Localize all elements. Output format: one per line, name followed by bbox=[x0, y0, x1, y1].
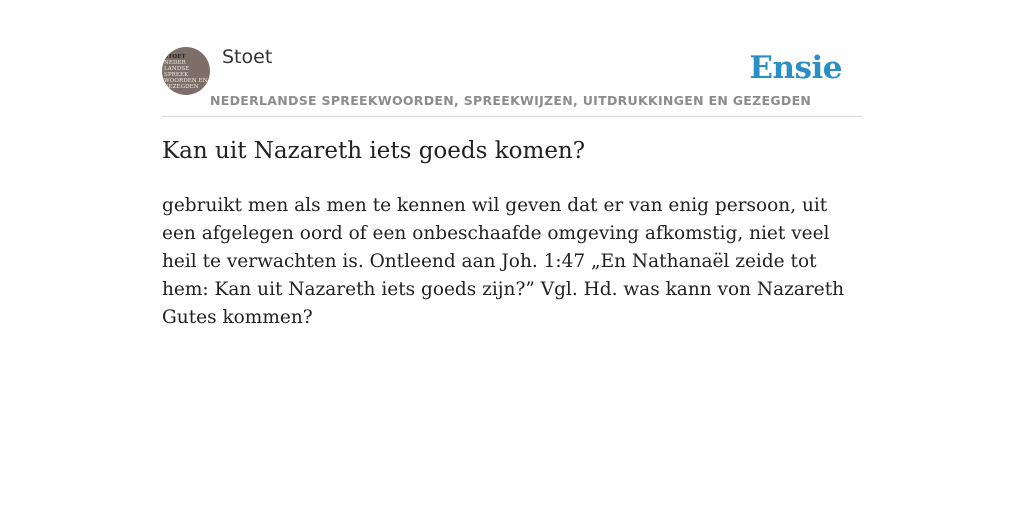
source-subtitle: NEDERLANDSE SPREEKWOORDEN, SPREEKWIJZEN, UITDRUKKINGEN EN GEZEGDEN bbox=[210, 93, 812, 108]
avatar-text: SPREEK bbox=[164, 72, 189, 78]
source-header bbox=[162, 44, 862, 117]
avatar-text: LANDSE bbox=[164, 66, 190, 72]
brand-logo-link[interactable]: Ensie bbox=[749, 50, 842, 86]
entry-title: Kan uit Nazareth iets goeds komen? bbox=[162, 138, 586, 164]
avatar-text: NEDER bbox=[164, 60, 186, 66]
avatar-text: WOORDEN EN bbox=[164, 78, 208, 84]
avatar-text: STOET bbox=[164, 54, 186, 60]
avatar-text: GEZEGDEN bbox=[164, 84, 199, 90]
author-link[interactable]: Stoet bbox=[222, 46, 273, 68]
entry-text: gebruikt men als men te kennen wil geven dat er van enig persoon, uit een afgelegen oord of een onbeschaafde omgeving afkomstig, niet veel heil te verwachten is. Ontleend aan Joh. 1:47 „En Nathanaël zeide tot hem: Kan uit Nazareth iets goeds zijn?” Vgl. Hd. was kann von Nazareth Gutes kommen? bbox=[162, 195, 845, 328]
source-avatar[interactable] bbox=[162, 47, 210, 95]
